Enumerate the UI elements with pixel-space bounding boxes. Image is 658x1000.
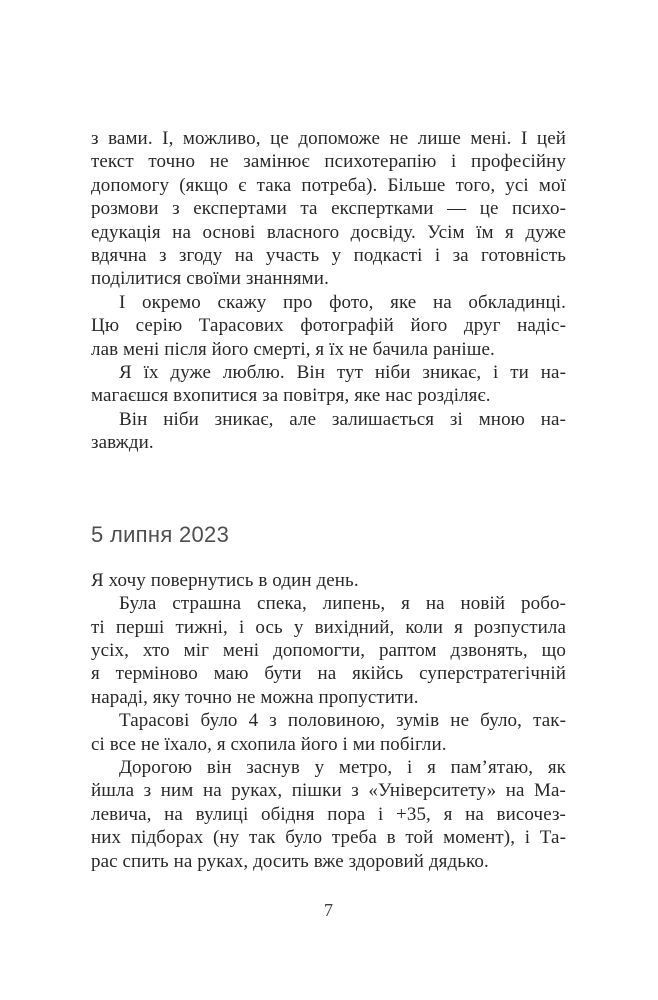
text-line: І окремо скажу про фото, яке на обкладинці. — [119, 291, 566, 313]
text-line: я терміново маю бути на якійсь суперстратегічній — [91, 663, 566, 685]
text-line: Дорогою він заснув у метро, і я пам’ятаю, як — [119, 756, 566, 778]
text-line: Він ніби зникає, але залишається зі мною на- — [119, 408, 566, 430]
text-line: ті перші тижні, і ось у вихідний, коли я розпустила — [91, 616, 566, 638]
text-line: сі все не їхало, я схопила його і ми побігли. — [91, 733, 447, 755]
paragraph — [91, 408, 566, 455]
text-line: Була страшна спека, липень, я на новій робо- — [119, 593, 566, 615]
text-line: магаєшся вхопитися за повітря, яке нас розділяє. — [91, 385, 491, 407]
text-line: розмови з експертами та експертками — це психо- — [91, 198, 566, 220]
paragraph — [91, 127, 566, 291]
paragraph — [91, 291, 566, 361]
text-line: левича, на вулиці обідня пора і +35, я на височез- — [91, 803, 566, 825]
text-line: них підборах (ну так було треба в той момент), і Та- — [91, 827, 566, 849]
text-line: допомогу (якщо є така потреба). Більше того, усі мої — [91, 174, 566, 196]
text-line: усіх, хто міг мені допомогти, раптом дзвонять, що — [91, 639, 566, 661]
text-line: текст точно не замінює психотерапію і професійну — [91, 151, 566, 173]
page-number: 7 — [324, 899, 333, 920]
text-line: поділитися своїми знаннями. — [91, 268, 329, 290]
text-line: нараді, яку точно не можна пропустити. — [91, 686, 419, 708]
text-line: Тарасові було 4 з половиною, зумів не було, так- — [119, 710, 566, 732]
text-line: завжди. — [91, 432, 154, 454]
date-heading: 5 липня 2023 — [91, 521, 230, 547]
text-line: йшла з ним на руках, пішки з «Університету» на Ма- — [91, 780, 566, 802]
text-line: вдячна з згоду на участь у подкасті і за готовність — [91, 245, 566, 267]
paragraph — [91, 592, 566, 709]
text-block-top — [91, 127, 566, 455]
text-line: рас спить на руках, досить вже здоровий дядько. — [91, 850, 489, 872]
text-line: Цю серію Тарасових фотографій його друг надіс- — [91, 315, 566, 337]
text-line: Я їх дуже люблю. Він тут ніби зникає, і ти на- — [119, 362, 566, 384]
paragraph — [91, 709, 566, 756]
text-line: едукація на основі власного досвіду. Усім їм я дуже — [91, 221, 566, 243]
page-footer — [91, 899, 566, 921]
text-line: лав мені після його смерті, я їх не бачила раніше. — [91, 338, 495, 360]
text-column — [91, 0, 566, 921]
paragraph — [91, 361, 566, 408]
text-block-diary-entry — [91, 569, 566, 873]
paragraph — [91, 756, 566, 873]
text-line: Я хочу повернутись в один день. — [91, 569, 359, 591]
paragraph — [91, 569, 566, 592]
text-line: з вами. І, можливо, це допоможе не лише мені. І цей — [91, 128, 566, 149]
